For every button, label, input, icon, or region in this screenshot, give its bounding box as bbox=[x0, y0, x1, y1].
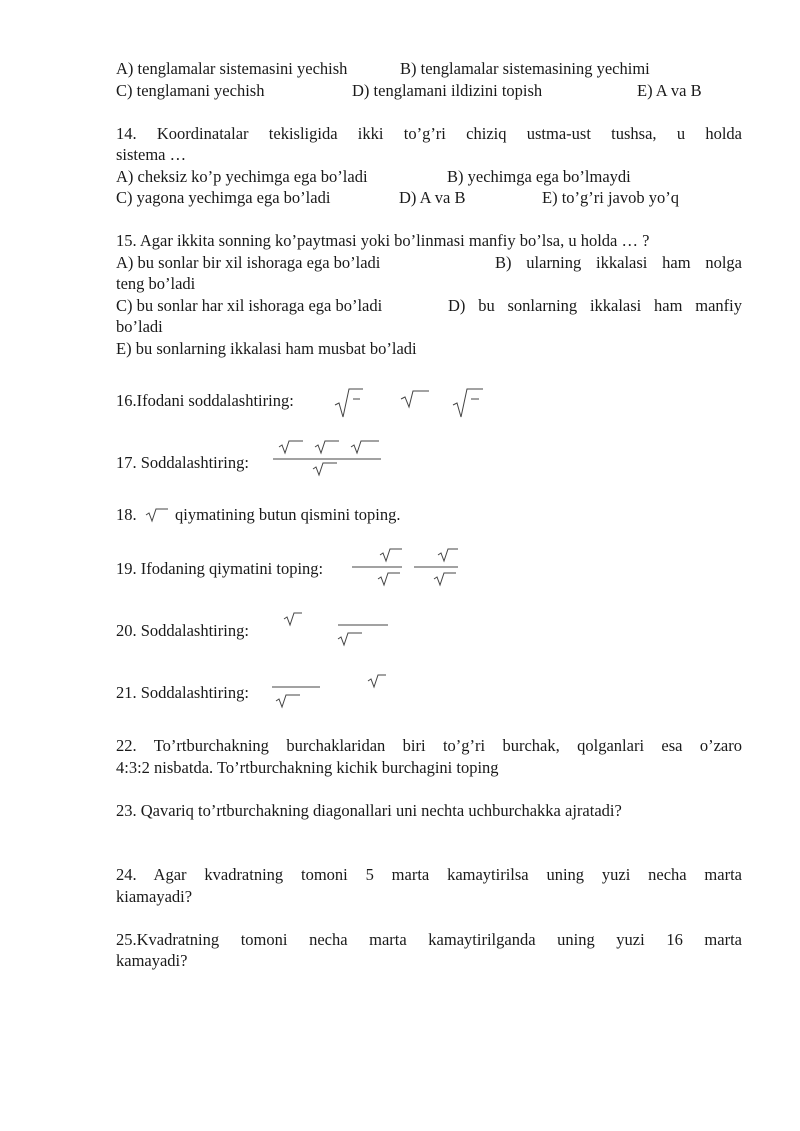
q19-question: 19. Ifodaning qiymatini toping: bbox=[116, 559, 324, 578]
q13-options-row1 bbox=[116, 58, 742, 80]
q18-row bbox=[116, 503, 742, 527]
q14-option-b: B) yechimga ega bo’lmaydi bbox=[447, 166, 631, 186]
q15-question: 15. Agar ikkita sonning ko’paytmasi yoki bo’linmasi manfiy bo’lsa, u holda … ? bbox=[116, 231, 650, 250]
q21-expression bbox=[272, 673, 392, 713]
q22-question: 22. To’rtburchakning burchaklaridan biri to’g’ri burchak, qolganlari esa o’zaro bbox=[116, 736, 742, 755]
q20-question: 20. Soddalashtiring: bbox=[116, 621, 249, 640]
q15-option-a: A) bu sonlar bir xil ishoraga ega bo’ladi bbox=[116, 252, 381, 272]
q14-options-row2 bbox=[116, 187, 742, 209]
q22-question-cont: 4:3:2 nisbatda. To’rtburchakning kichik burchagini toping bbox=[116, 757, 499, 777]
q14-question: 14. Koordinatalar tekisligida ikki to’g’ri chiziq ustma-ust tushsa, u holda bbox=[116, 123, 742, 143]
q13-options-row2 bbox=[116, 80, 742, 102]
q15-option-d: D) bu sonlarning ikkalasi ham manfiy bbox=[448, 295, 742, 315]
q20-expression bbox=[282, 611, 392, 651]
q15-option-b: B) ularning ikkalasi ham nolga bbox=[495, 252, 742, 272]
q16-expression bbox=[333, 385, 483, 421]
q14-option-d: D) A va B bbox=[399, 188, 466, 207]
q14-option-e: E) to’g’ri javob yo’q bbox=[542, 188, 680, 207]
q17-expression bbox=[271, 439, 383, 481]
document-page bbox=[116, 58, 742, 972]
q17-row bbox=[116, 451, 742, 475]
q13-option-c: C) tenglamani yechish bbox=[116, 80, 265, 100]
q16-row bbox=[116, 389, 742, 413]
q23-question: 23. Qavariq to’rtburchakning diagonallari uni nechta uchburchakka ajratadi? bbox=[116, 800, 622, 820]
q20-row bbox=[116, 619, 742, 643]
q17-question: 17. Soddalashtiring: bbox=[116, 453, 249, 472]
q14-option-c: C) yagona yechimga ega bo’ladi bbox=[116, 188, 331, 207]
q14-question-cont: sistema … bbox=[116, 145, 187, 164]
q15-option-d-cont: bo’ladi bbox=[116, 317, 163, 336]
q24-question-cont: kiamayadi? bbox=[116, 886, 193, 906]
q24-question: 24. Agar kvadratning tomoni 5 marta kamaytirilsa uning yuzi necha marta bbox=[116, 865, 742, 884]
q14-options-row1 bbox=[116, 166, 742, 188]
q15-option-b-cont: teng bo’ladi bbox=[116, 274, 196, 293]
q25-question: 25.Kvadratning tomoni necha marta kamaytirilganda uning yuzi 16 marta bbox=[116, 929, 742, 949]
q15-option-c: C) bu sonlar har xil ishoraga ega bo’ladi bbox=[116, 295, 383, 315]
q25-question-cont: kamayadi? bbox=[116, 951, 188, 970]
q21-row bbox=[116, 681, 742, 705]
q13-option-a: A) tenglamalar sistemasini yechish bbox=[116, 59, 348, 78]
q18-expression bbox=[144, 507, 170, 523]
q19-expression bbox=[350, 547, 460, 591]
q15-options-row1 bbox=[116, 252, 742, 274]
q15-option-e: E) bu sonlarning ikkalasi ham musbat bo’ladi bbox=[116, 338, 417, 358]
q19-row bbox=[116, 557, 742, 581]
q14-option-a: A) cheksiz ko’p yechimga ega bo’ladi bbox=[116, 166, 368, 186]
q13-option-d: D) tenglamani ildizini topish bbox=[352, 80, 543, 100]
q15-options-row2 bbox=[116, 295, 742, 317]
q16-question: 16.Ifodani soddalashtiring: bbox=[116, 391, 294, 410]
q18-number: 18. bbox=[116, 505, 137, 524]
q13-option-b: B) tenglamalar sistemasining yechimi bbox=[400, 59, 650, 78]
q13-option-e: E) A va B bbox=[637, 80, 702, 100]
q21-question: 21. Soddalashtiring: bbox=[116, 683, 249, 702]
q18-question: qiymatining butun qismini toping. bbox=[175, 505, 401, 524]
